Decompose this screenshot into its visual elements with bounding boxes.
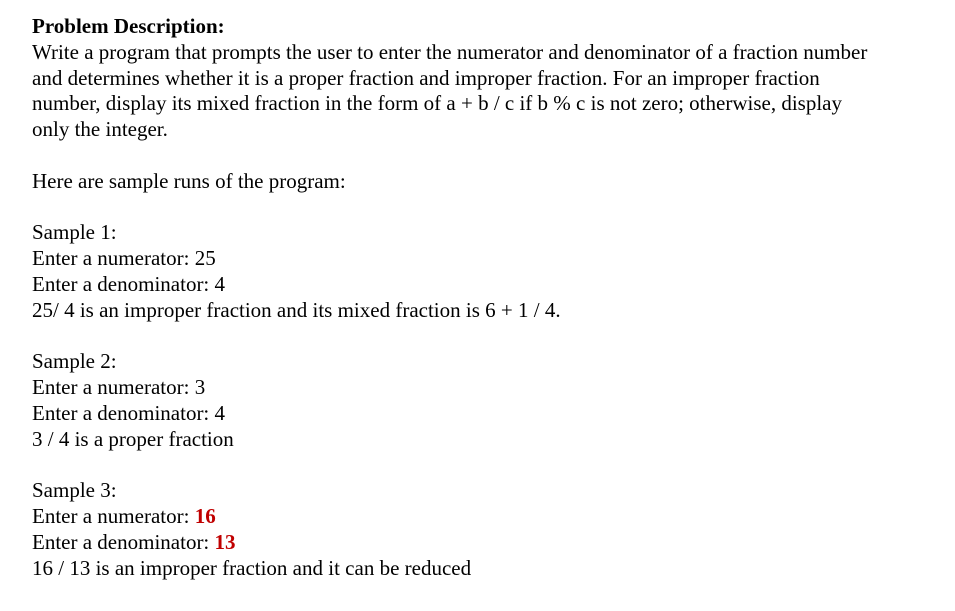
denominator-line — [32, 530, 932, 556]
numerator-prompt: Enter a numerator: — [32, 375, 195, 400]
sample-run-1 — [32, 220, 932, 323]
denominator-value-highlighted: 13 — [214, 529, 236, 554]
numerator-value-highlighted: 16 — [194, 504, 216, 529]
numerator-prompt: Enter a numerator: — [32, 504, 195, 529]
sample-title: Sample 2: — [32, 349, 117, 374]
samples-intro: Here are sample runs of the program: — [32, 168, 346, 193]
numerator-line — [32, 375, 932, 401]
sample-result: 25/ 4 is an improper fraction and its mixed fraction is 6 + 1 / 4. — [32, 297, 561, 322]
description-line: Write a program that prompts the user to enter the numerator and denominator of a fraction number — [32, 39, 868, 64]
numerator-line — [32, 246, 932, 272]
sample-result: 16 / 13 is an improper fraction and it can be reduced — [32, 555, 472, 580]
denominator-prompt: Enter a denominator: — [32, 529, 215, 554]
denominator-line — [32, 401, 932, 427]
denominator-value: 4 — [214, 400, 226, 425]
description-line: and determines whether it is a proper fraction and improper fraction. For an improper fraction — [32, 65, 820, 90]
denominator-value: 4 — [214, 271, 226, 296]
sample-title: Sample 1: — [32, 220, 117, 245]
sample-title: Sample 3: — [32, 478, 117, 503]
sample-run-2 — [32, 349, 932, 452]
problem-heading: Problem Description: — [32, 14, 225, 38]
spacer — [32, 324, 932, 350]
numerator-value: 3 — [194, 375, 206, 400]
numerator-prompt: Enter a numerator: — [32, 246, 195, 271]
description-line: only the integer. — [32, 117, 168, 142]
spacer — [32, 143, 932, 169]
denominator-line — [32, 272, 932, 298]
spacer — [32, 453, 932, 479]
sample-result: 3 / 4 is a proper fraction — [32, 426, 234, 451]
numerator-value: 25 — [194, 246, 216, 271]
spacer — [32, 195, 932, 221]
problem-description — [32, 40, 932, 143]
denominator-prompt: Enter a denominator: — [32, 271, 215, 296]
document — [32, 14, 932, 582]
sample-run-3 — [32, 478, 932, 581]
description-line: number, display its mixed fraction in the form of a + b / c if b % c is not zero; otherwise, display — [32, 91, 842, 116]
numerator-line — [32, 504, 932, 530]
denominator-prompt: Enter a denominator: — [32, 400, 215, 425]
